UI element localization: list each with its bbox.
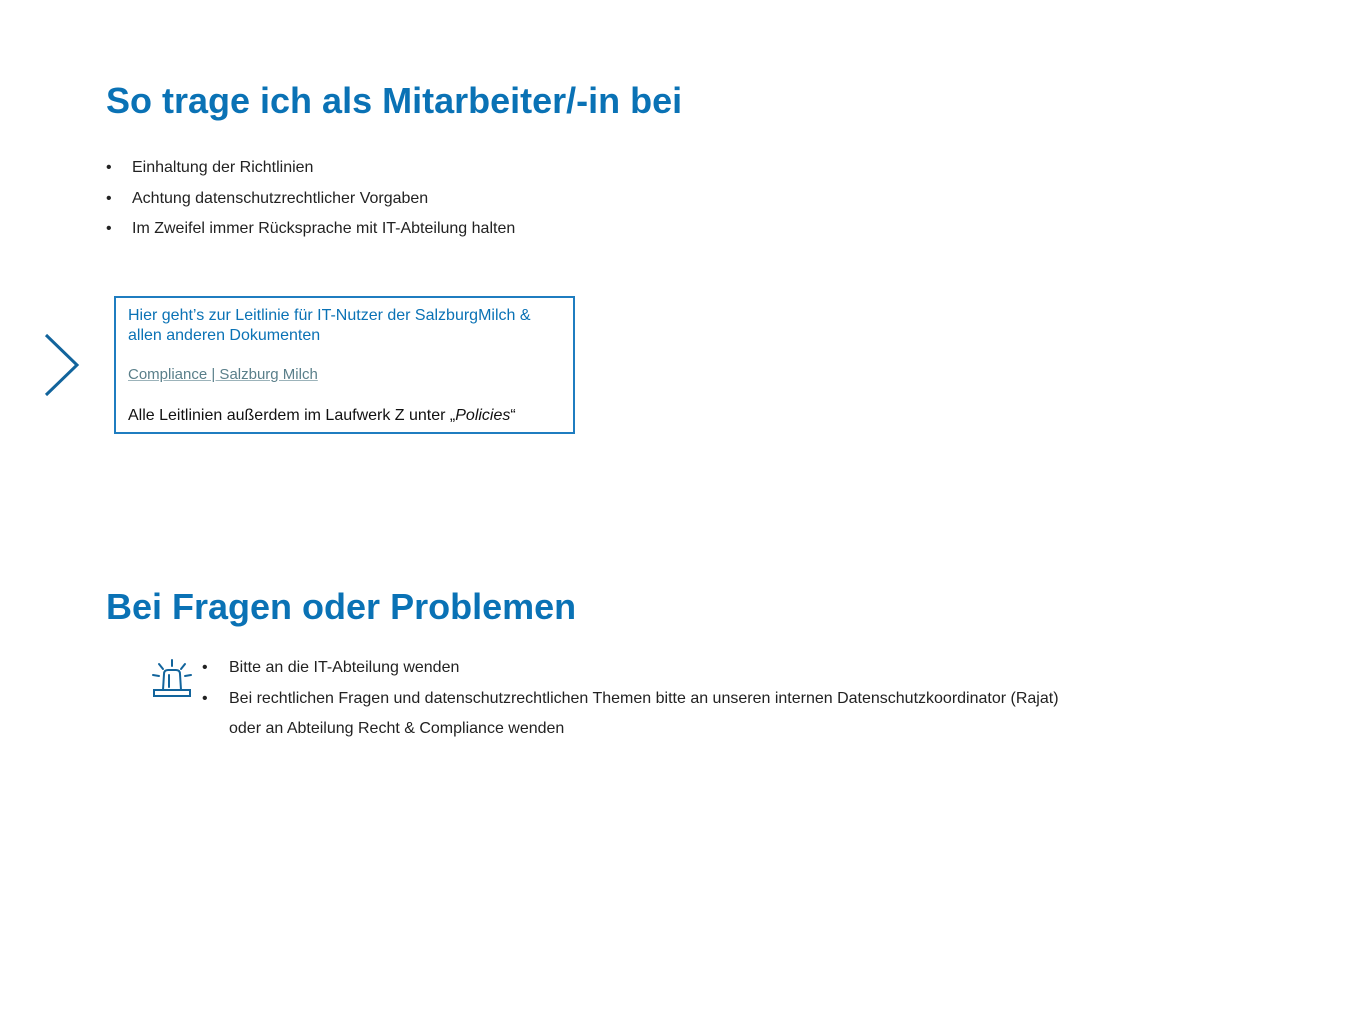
note-prefix: Alle Leitlinien außerdem im Laufwerk Z unter „ xyxy=(128,407,456,424)
alarm-light-icon xyxy=(151,659,193,699)
bullet-symbol: • xyxy=(202,689,208,707)
bullet-symbol: • xyxy=(106,220,112,237)
policy-info-box xyxy=(114,296,575,434)
bullet-symbol: • xyxy=(106,189,112,207)
list-item-text: Achtung datenschutzrechtlicher Vorgaben xyxy=(132,189,429,207)
policy-drive-note xyxy=(128,407,516,425)
page-title: So trage ich als Mitarbeiter/-in bei xyxy=(106,80,683,121)
section-title-questions: Bei Fragen oder Problemen xyxy=(106,586,577,627)
list-item-line: Bei rechtlichen Fragen und datenschutzrechtlichen Themen bitte an unseren internen Datenschutzkoordinator (Rajat) xyxy=(229,689,1059,707)
bullet-symbol: • xyxy=(106,159,112,176)
bullet-symbol: • xyxy=(202,659,208,676)
note-suffix: “ xyxy=(510,407,516,424)
list-item-text: Im Zweifel immer Rücksprache mit IT-Abteilung halten xyxy=(132,220,516,237)
list-item-text xyxy=(229,684,1059,744)
list-item-line: oder an Abteilung Recht & Compliance wenden xyxy=(229,719,565,737)
compliance-link[interactable]: Compliance | Salzburg Milch xyxy=(128,366,318,383)
note-policies: Policies xyxy=(455,407,511,424)
policy-info-title: Hier geht’s zur Leitlinie für IT-Nutzer der SalzburgMilch & allen anderen Dokumenten xyxy=(128,307,531,344)
chevron-right-icon xyxy=(40,332,82,398)
list-item-text: Einhaltung der Richtlinien xyxy=(132,159,314,176)
list-item-text: Bitte an die IT-Abteilung wenden xyxy=(229,659,460,676)
